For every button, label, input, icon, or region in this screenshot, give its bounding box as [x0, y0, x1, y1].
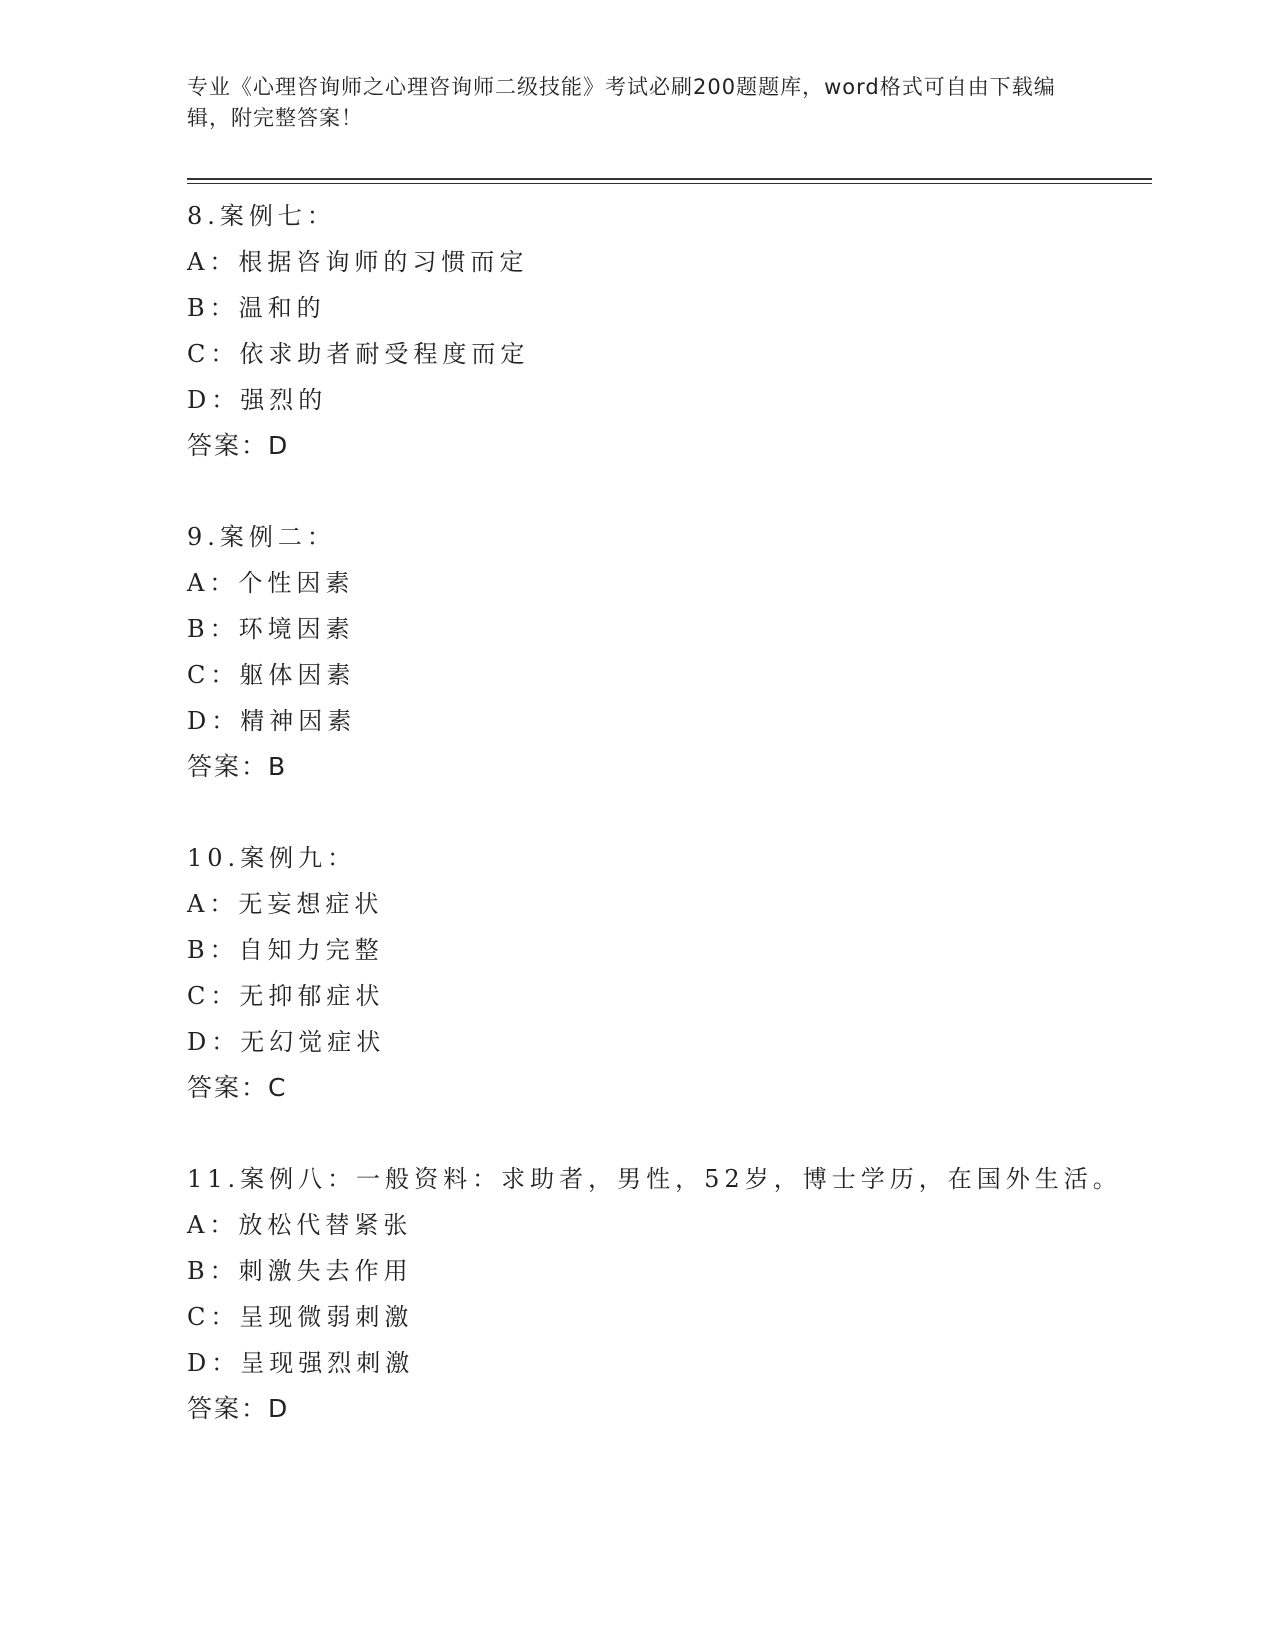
answer-line: 答案：D — [187, 431, 290, 460]
question-item — [187, 835, 1147, 1111]
option-d: D：呈现强烈刺激 — [187, 1349, 415, 1377]
question-list — [187, 193, 1147, 1477]
question-item — [187, 193, 1147, 469]
question-title: 9.案例二： — [187, 523, 336, 551]
question-item — [187, 514, 1147, 790]
question-title: 11.案例八：一般资料：求助者，男性，52岁，博士学历，在国外生活。 — [187, 1165, 1122, 1193]
option-c: C：依求助者耐受程度而定 — [187, 340, 530, 368]
option-b: B：自知力完整 — [187, 936, 384, 964]
option-c: C：呈现微弱刺激 — [187, 1303, 414, 1331]
answer-line: 答案：D — [187, 1394, 290, 1423]
header-divider — [187, 178, 1152, 184]
option-a: A：个性因素 — [187, 569, 355, 597]
header-text: 专业《心理咨询师之心理咨询师二级技能》考试必刷200题题库，word格式可自由下载编辑，附完整答案！ — [187, 75, 1056, 130]
answer-line: 答案：C — [187, 1073, 288, 1102]
document-header — [187, 72, 1067, 134]
question-title: 8.案例七： — [187, 202, 336, 230]
option-d: D：强烈的 — [187, 386, 328, 414]
option-a: A：无妄想症状 — [187, 890, 384, 918]
option-a: A：根据咨询师的习惯而定 — [187, 248, 529, 276]
option-b: B：温和的 — [187, 294, 326, 322]
option-c: C：躯体因素 — [187, 661, 356, 689]
option-b: B：环境因素 — [187, 615, 355, 643]
question-title: 10.案例九： — [187, 844, 357, 872]
option-c: C：无抑郁症状 — [187, 982, 385, 1010]
option-d: D：精神因素 — [187, 707, 357, 735]
question-item — [187, 1156, 1147, 1432]
option-a: A：放松代替紧张 — [187, 1211, 413, 1239]
option-b: B：刺激失去作用 — [187, 1257, 413, 1285]
option-d: D：无幻觉症状 — [187, 1028, 386, 1056]
answer-line: 答案：B — [187, 752, 288, 781]
